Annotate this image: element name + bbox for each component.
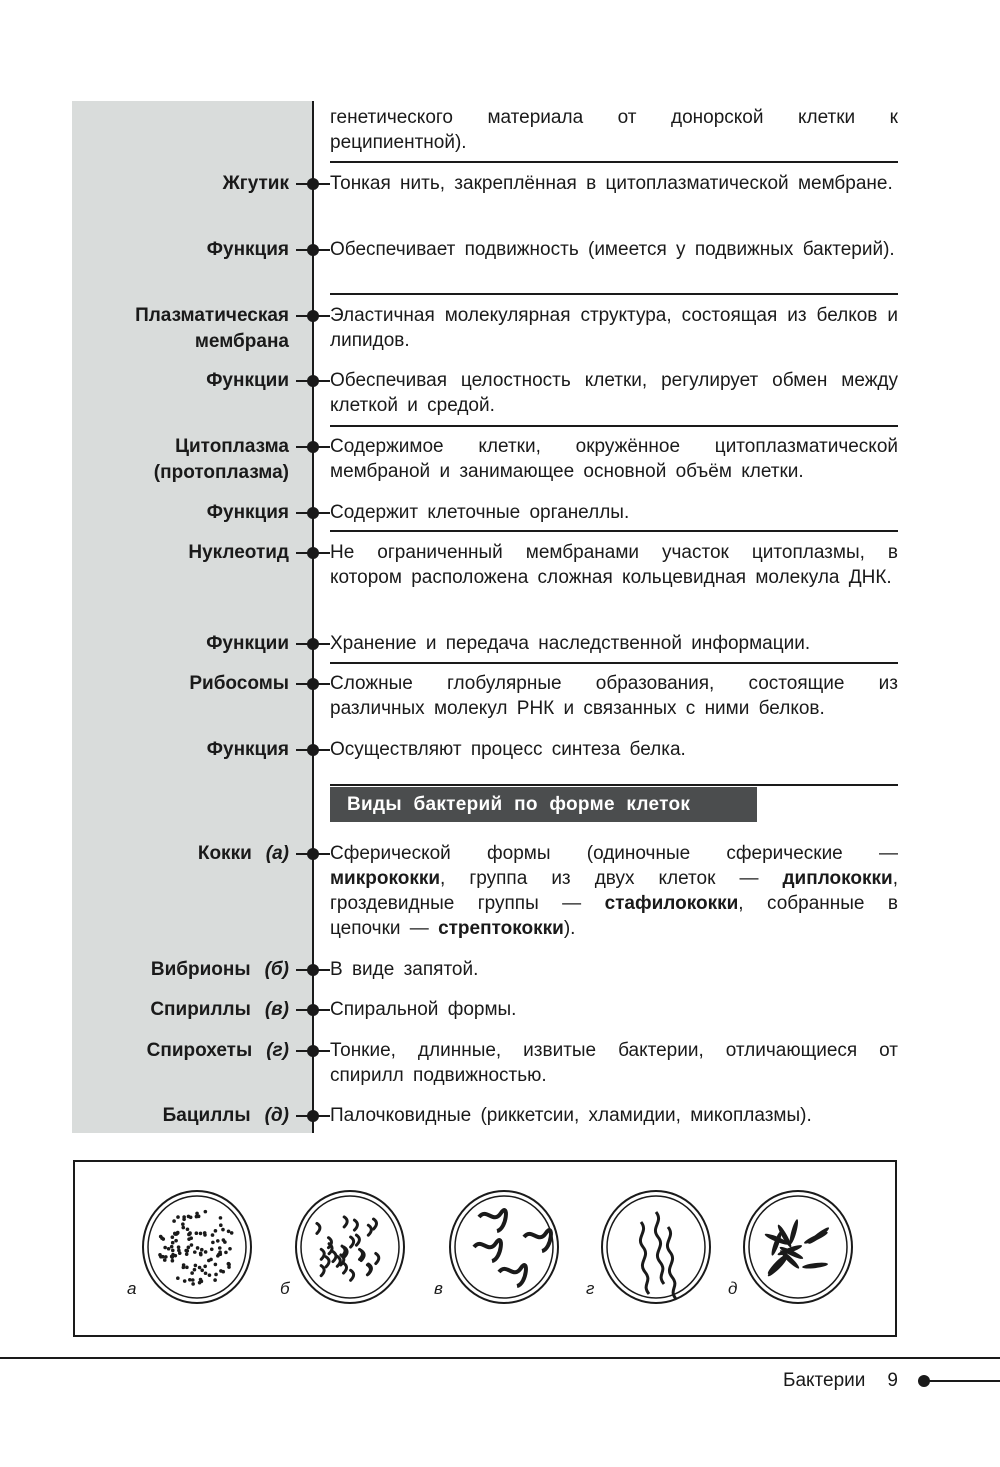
vibrio-cell [368,1225,371,1235]
term-label [135,303,289,355]
coccus-cell [214,1229,218,1233]
row-divider [330,161,898,163]
bacteria-illustration [75,1162,895,1335]
coccus-cell [185,1249,189,1253]
text-segment: Содержит клеточные органеллы. [330,502,630,523]
coccus-cell [186,1227,190,1231]
emphasized-term: стафилококки [604,893,739,914]
coccus-cell [213,1278,217,1282]
text-segment: Не ограниченный мембранами участок цитоплазмы, в котором расположена сложная кольцевидная молекула ДНК. [330,542,898,588]
text-segment: Сложные глобулярные образования, состоящие из различных молекул РНК и связанных с ними белков. [330,673,898,719]
figure-ref: (г) [266,1040,289,1061]
emphasized-term: стрептококки [438,918,564,939]
coccus-cell [193,1268,197,1272]
petri-dish-inner [607,1196,705,1298]
coccus-cell [187,1246,191,1250]
term-label [206,631,289,657]
coccus-cell [181,1222,185,1226]
bacteria-shapes-figure [73,1160,897,1337]
text-segment: Спиральной формы. [330,999,517,1020]
coccus-cell [177,1249,181,1253]
vibrio-cell [326,1257,329,1267]
term-name: Спирохеты [146,1040,253,1061]
section-heading: Виды бактерий по форме клеток [330,787,757,822]
term-label-line: Плазматическая [135,305,289,326]
vibrio-cell [317,1223,320,1233]
definition-text [330,1038,898,1088]
definition-text [330,737,898,762]
vibrio-cell [344,1217,347,1227]
coccus-cell [227,1229,231,1233]
page-footer [783,1369,898,1393]
coccus-cell [181,1226,185,1230]
term-name: Функция [206,502,289,523]
bullet-dot-icon [307,1004,319,1016]
coccus-cell [221,1228,225,1232]
term-label-line: Цитоплазма [175,436,289,457]
coccus-cell [200,1268,204,1272]
spirillum-cell [524,1230,551,1251]
coccus-cell [174,1254,178,1258]
spirochete-cell [640,1222,649,1294]
coccus-cell [227,1262,231,1266]
text-segment: , гроздевидные группы — [330,868,898,914]
coccus-cell [207,1259,211,1263]
term-label [198,841,289,867]
figure-label: в [434,1279,443,1298]
row-divider [330,425,898,427]
row-divider [330,662,898,664]
vibrio-cell [321,1266,324,1276]
coccus-cell [187,1237,191,1241]
coccus-cell [195,1212,199,1216]
coccus-cell [210,1247,214,1251]
definition-text [330,540,898,590]
term-name: Жгутик [222,173,289,194]
coccus-cell [176,1215,180,1219]
term-name: Кокки [197,843,252,864]
term-name: Нуклеотид [188,542,289,563]
text-segment: , собранные в цепочки — [330,893,898,939]
term-label-line: (протоплазма) [153,462,289,483]
spirochete-cell [655,1212,664,1284]
text-segment: Сферической формы (одиночные сферические — [330,843,898,864]
figure-ref: (а) [265,843,289,864]
bacillus-cell [802,1262,828,1270]
coccus-cell [224,1251,228,1255]
definition-text [330,434,898,484]
bullet-dot-icon [307,638,319,650]
coccus-cell [171,1235,175,1239]
coccus-cell [221,1270,225,1274]
figure-label: г [586,1279,595,1298]
coccus-cell [200,1248,204,1252]
coccus-cell [208,1273,212,1277]
text-segment: Осуществляют процесс синтеза белка. [330,739,686,760]
coccus-cell [203,1231,207,1235]
coccus-cell [172,1219,176,1223]
coccus-cell [218,1246,222,1250]
term-label [207,500,289,526]
spirillum-cell [479,1210,506,1231]
term-label [207,237,289,263]
bullet-dot-icon [307,964,319,976]
figure-ref: (в) [264,999,289,1020]
coccus-cell [189,1215,193,1219]
vibrio-cell [376,1254,379,1264]
coccus-cell [204,1250,208,1254]
definition-text [330,631,898,656]
coccus-cell [227,1265,231,1269]
term-label [154,434,289,486]
text-segment: Обеспечивая целостность клетки, регулирует обмен между клеткой и средой. [330,370,898,416]
spirillum-cell [474,1240,501,1261]
bullet-dot-icon [307,178,319,190]
spirochete-cell [667,1227,676,1299]
vibrio-cell [356,1235,359,1245]
spirillum-cell [499,1265,526,1286]
term-label [163,1103,289,1129]
coccus-cell [171,1259,175,1263]
definition-text [330,841,898,941]
text-segment: В виде запятой. [330,959,479,980]
text-segment: Обеспечивает подвижность (имеется у подвижных бактерий). [330,239,895,260]
row-divider [330,293,898,295]
term-name: Вибрионы [150,959,251,980]
bacillus-cell [803,1230,829,1245]
row-divider [330,530,898,532]
coccus-cell [177,1245,181,1249]
coccus-cell [198,1266,202,1270]
text-segment: Тонкая нить, закреплённая в цитоплазматической мембране. [330,173,893,194]
petri-dish-outer [602,1191,710,1303]
figure-label: а [127,1279,137,1298]
coccus-cell [219,1223,223,1227]
coccus-cell [230,1231,234,1235]
footer-rule [0,1357,1000,1359]
vibrio-cell [351,1270,354,1280]
coccus-cell [176,1276,180,1280]
definition-text [330,237,898,262]
bullet-dot-icon [307,507,319,519]
coccus-cell [185,1252,189,1256]
coccus-cell [183,1279,187,1283]
emphasized-term: микрококки [330,868,441,889]
coccus-cell [222,1238,226,1242]
term-label [147,1038,289,1064]
coccus-cell [158,1253,162,1257]
row-divider [330,784,898,786]
text-segment: Эластичная молекулярная структура, состоящая из белков и липидов. [330,305,898,351]
definition-text [330,671,898,721]
coccus-cell [195,1231,199,1235]
vibrio-cell [333,1252,336,1262]
coccus-cell [204,1210,208,1214]
definition-text [330,303,898,353]
coccus-cell [159,1235,163,1239]
coccus-cell [219,1216,223,1220]
coccus-cell [170,1245,174,1249]
coccus-cell [194,1264,198,1268]
coccus-cell [190,1271,194,1275]
figure-ref: (д) [264,1105,289,1126]
definition-text [330,997,898,1022]
figure-label: б [280,1279,290,1298]
term-label [206,368,289,394]
coccus-cell [196,1246,200,1250]
vibrio-cell [351,1237,354,1247]
definition-text [330,171,898,196]
coccus-cell [228,1247,232,1251]
coccus-cell [182,1215,186,1219]
coccus-cell [174,1239,178,1243]
bullet-dot-icon [307,678,319,690]
bacillus-cell [766,1256,788,1278]
figure-label: д [728,1279,738,1298]
text-segment: Палочковидные (риккетсии, хламидии, микоплазмы). [330,1105,812,1126]
vibrio-cell [354,1220,357,1230]
bullet-dot-icon [307,547,319,559]
vibrio-cell [344,1263,347,1273]
coccus-cell [199,1252,203,1256]
text-segment: Содержимое клетки, окружённое цитоплазматической мембраной и занимающее основной объём клетки. [330,436,898,482]
footer-marker-line [925,1380,1000,1382]
vibrio-cell [373,1219,376,1229]
coccus-cell [204,1271,208,1275]
coccus-cell [191,1278,195,1282]
term-name: Функции [206,633,289,654]
bullet-dot-icon [307,441,319,453]
coccus-cell [176,1231,180,1235]
page-number: 9 [887,1370,898,1391]
definition-text [330,1103,898,1128]
coccus-cell [218,1250,222,1254]
term-name: Бациллы [162,1105,251,1126]
emphasized-term: диплококки [782,868,893,889]
term-label [223,171,289,197]
petri-dish-outer [450,1191,558,1303]
bullet-dot-icon [307,848,319,860]
bullet-dot-icon [307,744,319,756]
text-segment: Тонкие, длинные, извитые бактерии, отличающиеся от спирилл подвижностью. [330,1040,898,1086]
coccus-cell [185,1266,189,1270]
vibrio-cell [367,1265,370,1275]
coccus-cell [214,1273,218,1277]
coccus-cell [188,1231,192,1235]
coccus-cell [216,1239,220,1243]
term-label [189,671,289,697]
coccus-cell [211,1233,215,1237]
definition-text [330,368,898,418]
bullet-dot-icon [307,1110,319,1122]
coccus-cell [171,1241,175,1245]
coccus-cell [195,1215,199,1219]
bullet-dot-icon [307,1045,319,1057]
figure-ref: (б) [264,959,289,980]
coccus-cell [191,1282,195,1286]
coccus-cell [211,1241,215,1245]
coccus-cell [163,1258,167,1262]
term-name: Рибосомы [189,673,289,694]
term-label [151,957,289,983]
coccus-cell [164,1255,168,1259]
term-name: Спириллы [150,999,251,1020]
term-label-line: мембрана [194,331,289,352]
text-segment: Хранение и передача наследственной информации. [330,633,811,654]
text-segment: , группа из двух клеток — [440,868,783,889]
bullet-dot-icon [307,375,319,387]
coccus-cell [167,1247,171,1251]
intro-text: генетического материала от донорской клетки к реципиентной). [330,107,898,153]
term-label [150,997,289,1023]
definition-text [330,500,898,525]
coccus-cell [203,1264,207,1268]
term-name: Функция [206,739,289,760]
coccus-cell [163,1246,167,1250]
coccus-cell [182,1266,186,1270]
vibrio-cell [321,1249,324,1259]
definition-text [330,957,898,982]
bullet-dot-icon [307,244,319,256]
coccus-cell [171,1249,175,1253]
coccus-cell [214,1263,218,1267]
bullet-dot-icon [307,310,319,322]
term-label [207,737,289,763]
term-label [188,540,289,566]
term-name: Функции [206,370,289,391]
coccus-cell [193,1250,197,1254]
text-segment: ). [563,918,576,939]
footer-section: Бактерии [783,1370,866,1391]
coccus-cell [199,1278,203,1282]
term-name: Функция [206,239,289,260]
coccus-cell [190,1243,194,1247]
coccus-cell [199,1232,203,1236]
